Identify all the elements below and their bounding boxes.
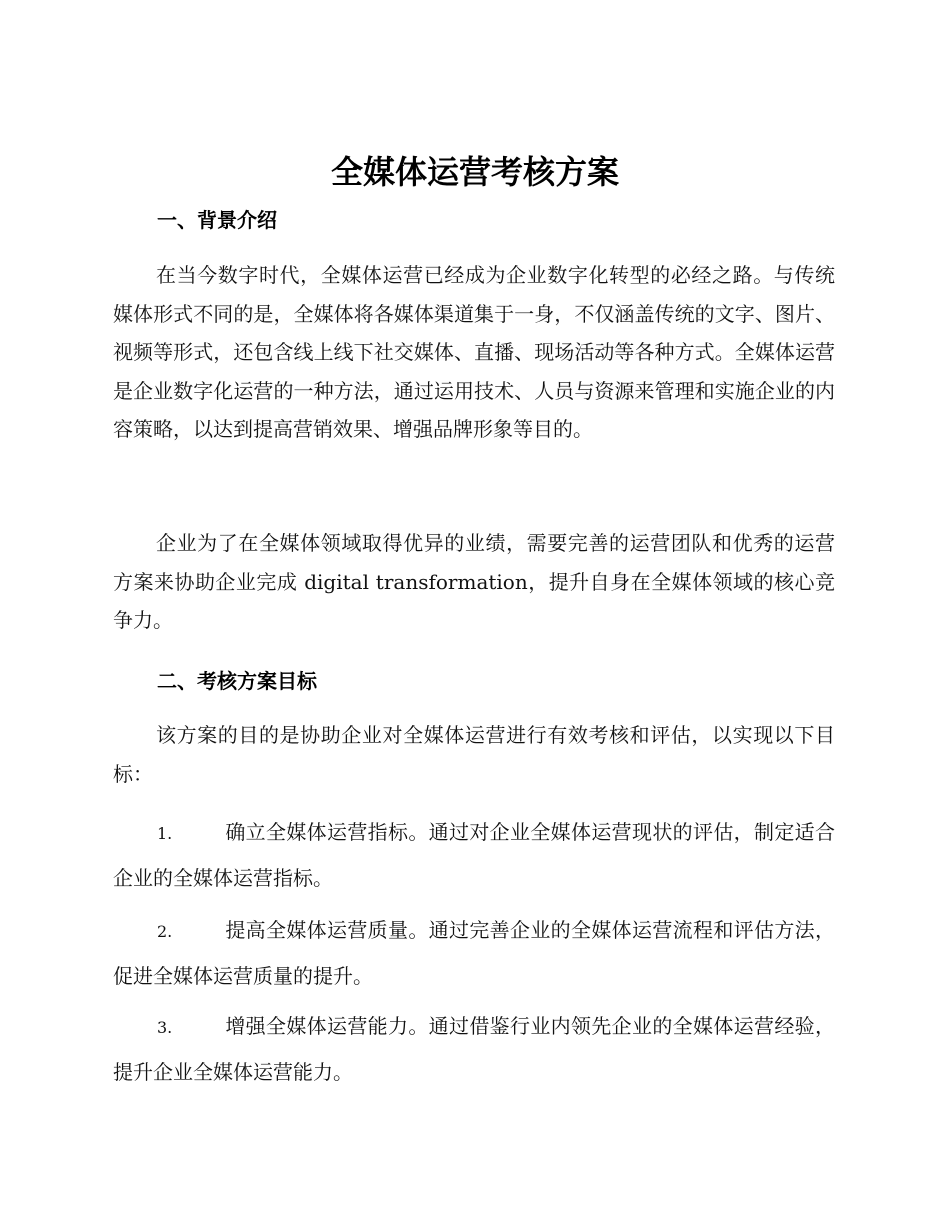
section-heading-background: 一、背景介绍 (157, 208, 277, 232)
document-title: 全媒体运营考核方案 (330, 153, 619, 191)
list-item (113, 908, 835, 998)
list-item (113, 810, 835, 900)
list-item-text: 提高全媒体运营质量。通过完善企业的全媒体运营流程和评估方法，促进全媒体运营质量的提升。 (113, 918, 835, 988)
list-item-number: 1. (157, 824, 173, 843)
list-item-text: 确立全媒体运营指标。通过对企业全媒体运营现状的评估，制定适合企业的全媒体运营指标。 (113, 820, 835, 890)
list-item-text: 增强全媒体运营能力。通过借鉴行业内领先企业的全媒体运营经验，提升企业全媒体运营能力。 (113, 1014, 835, 1084)
list-item (113, 1004, 835, 1094)
paragraph-goals-intro: 该方案的目的是协助企业对全媒体运营进行有效考核和评估，以实现以下目标： (113, 723, 835, 786)
section-heading-goals: 二、考核方案目标 (157, 669, 317, 693)
paragraph-background-2: 企业为了在全媒体领域取得优异的业绩，需要完善的运营团队和优秀的运营方案来协助企业完成 digital transformation，提升自身在全媒体领域的核心竞争力。 (113, 531, 835, 632)
list-item-number: 2. (157, 922, 173, 941)
list-item-number: 3. (157, 1018, 173, 1037)
paragraph-background-1: 在当今数字时代，全媒体运营已经成为企业数字化转型的必经之路。与传统媒体形式不同的是，全媒体将各媒体渠道集于一身，不仅涵盖传统的文字、图片、视频等形式，还包含线上线下社交媒体、直播、现场活动等各种方式。全媒体运营是企业数字化运营的一种方法，通过运用技术、人员与资源来管理和实施企业的内容策略，以达到提高营销效果、增强品牌形象等目的。 (113, 263, 835, 441)
